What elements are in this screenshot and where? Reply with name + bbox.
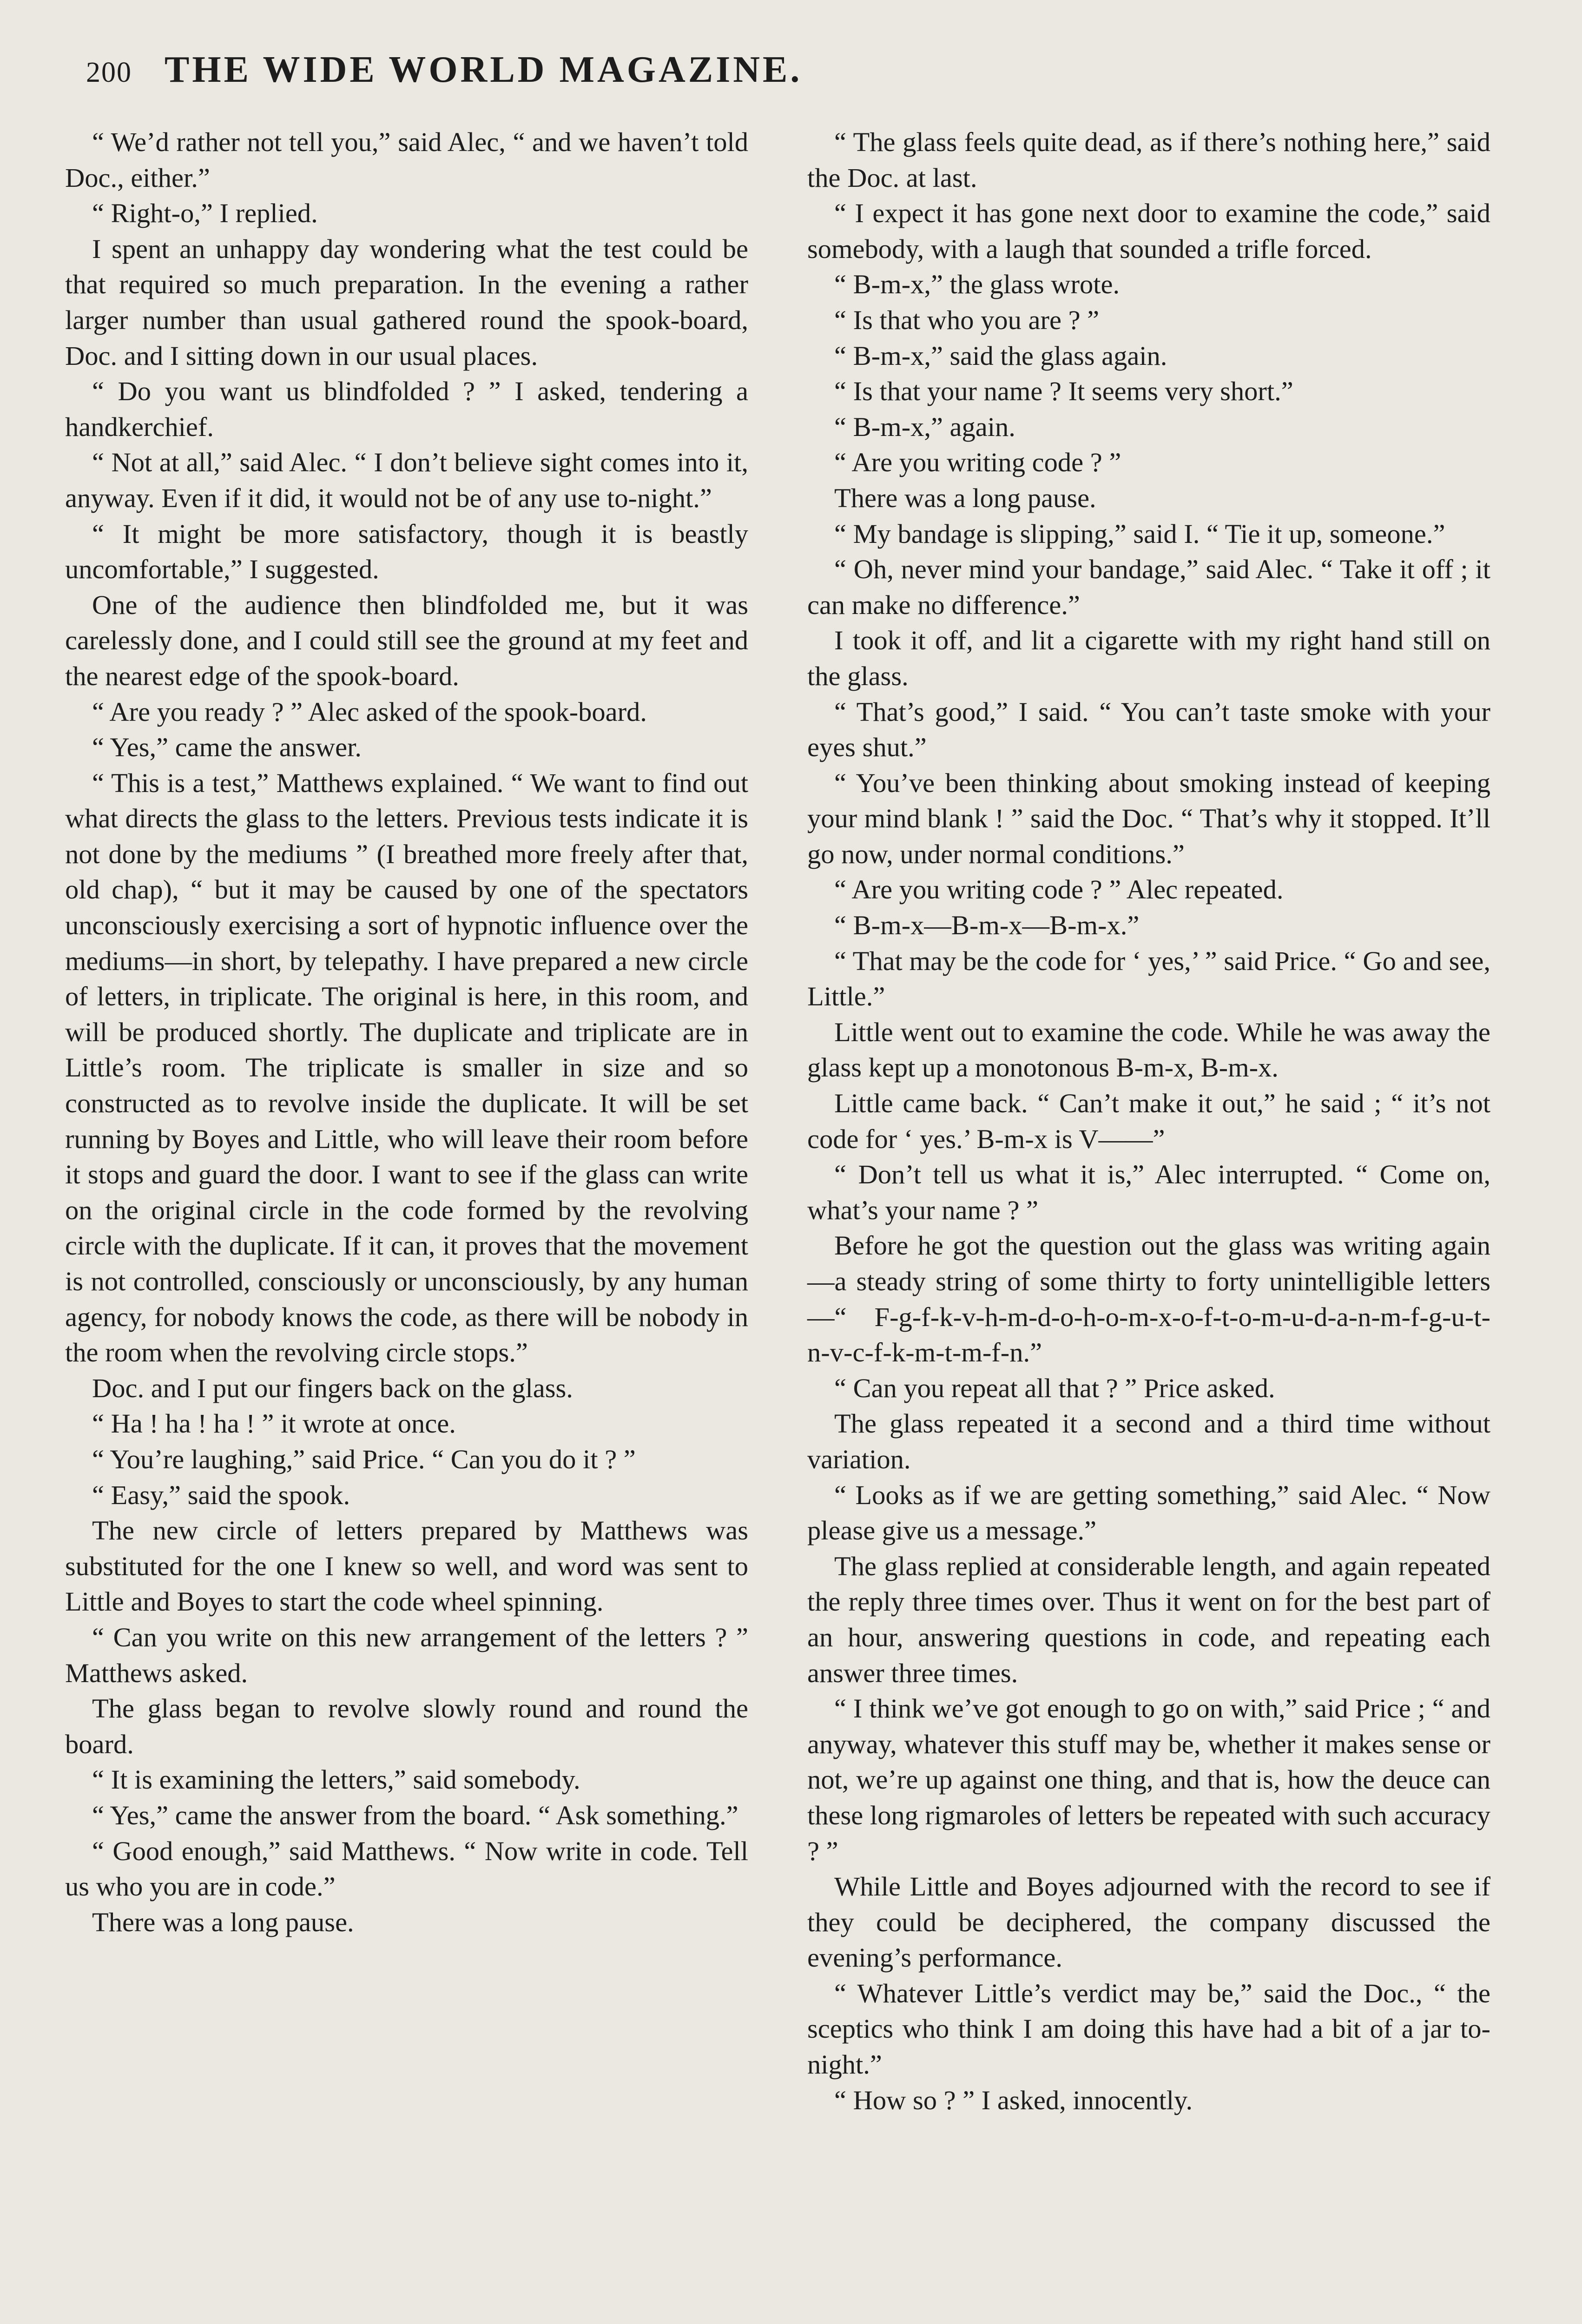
paragraph: Doc. and I put our fingers back on the glass. [92, 1373, 573, 1403]
paragraph: “ Looks as if we are getting something,” said Alec. “ Now please give us a message.” [807, 1479, 1490, 1546]
paragraph: The new circle of letters prepared by Matthews was substituted for the one I knew so well, and word was sent to Little and Boyes to start the code wheel spinning. [65, 1515, 748, 1617]
paragraph: “ This is a test,” Matthews explained. “ We want to find out what directs the glass to the letters. Previous tests indicate it is not done by the mediums ” (I breathed more freely after that, old chap), “ but it may be caused by one of the spectators unconsciously exercising a sort of hypnotic influence over the mediums—in short, by telepathy. I have prepared a new circle of letters, in triplicate. The original is here, in this room, and will be produced shortly. The duplicate and triplicate are in Little’s room. The triplicate is smaller in size and so constructed as to revolve inside the duplicate. It will be set running by Boyes and Little, who will leave their room before it stops and guard the door. I want to see if the glass can write on the original circle in the code formed by the revolving circle with the duplicate. If it can, it proves that the movement is not controlled, consciously or unconsciously, by any human agency, for nobody knows the code, as there will be nobody in the room when the revolving circle stops.” [65, 767, 748, 1368]
paragraph: “ The glass feels quite dead, as if there’s nothing here,” said the Doc. at last. [807, 127, 1490, 193]
paragraph: Little came back. “ Can’t make it out,” he said ; “ it’s not code for ‘ yes.’ B-m-x is V——” [807, 1088, 1490, 1154]
paragraph: “ It is examining the letters,” said somebody. [92, 1764, 580, 1795]
paragraph: One of the audience then blindfolded me, but it was carelessly done, and I could still see the ground at my feet and the nearest edge of the spook-board. [65, 589, 748, 691]
paragraph: The glass replied at considerable length, and again repeated the reply three times over. Thus it went on for the best part of an hour, answering questions in code, and repeating each answer three times. [807, 1551, 1490, 1688]
paragraph: “ B-m-x—B-m-x—B-m-x.” [834, 910, 1140, 941]
paragraph: Little went out to examine the code. While he was away the glass kept up a monotonous B-m-x, B-m-x. [807, 1017, 1490, 1083]
paragraph: “ B-m-x,” said the glass again. [834, 340, 1167, 371]
paragraph: “ Do you want us blindfolded ? ” I asked, tendering a handkerchief. [65, 376, 748, 442]
paragraph: There was a long pause. [92, 1907, 354, 1937]
paragraph: “ You’re laughing,” said Price. “ Can you do it ? ” [92, 1444, 636, 1474]
paragraph: “ That may be the code for ‘ yes,’ ” said Price. “ Go and see, Little.” [807, 945, 1490, 1012]
paragraph: “ We’d rather not tell you,” said Alec, “ and we haven’t told Doc., either.” [65, 127, 748, 193]
paragraph: “ Easy,” said the spook. [92, 1479, 350, 1510]
paragraph: “ Are you ready ? ” Alec asked of the spook-board. [92, 696, 647, 727]
paragraph: “ It might be more satisfactory, though it is beastly uncomfortable,” I suggested. [65, 518, 748, 585]
paragraph: “ B-m-x,” the glass wrote. [834, 269, 1120, 300]
page-header [86, 49, 802, 100]
paragraph: The glass repeated it a second and a third time without variation. [807, 1408, 1490, 1474]
paragraph: “ How so ? ” I asked, innocently. [834, 2085, 1193, 2115]
paragraph: “ I expect it has gone next door to examine the code,” said somebody, with a laugh that sounded a trifle forced. [807, 198, 1490, 264]
paragraph: While Little and Boyes adjourned with the record to see if they could be deciphered, the company discussed the evening’s performance. [807, 1871, 1490, 1973]
paragraph: The glass began to revolve slowly round and round the board. [65, 1693, 748, 1759]
paragraph: I took it off, and lit a cigarette with my right hand still on the glass. [807, 625, 1490, 691]
paragraph: “ Is that your name ? It seems very short.” [834, 376, 1293, 407]
paragraph: “ Is that who you are ? ” [834, 304, 1100, 335]
paragraph: Before he got the question out the glass was writing again—a steady string of some thirty to forty unintelligible letters—“ F-g-f-k-v-h-m-d-o-h-o-m-x-o-f-t-o-m-u-d-a-n-m-f-g-u-t-n-v-c-f-k-m-t-m-f-n.” [807, 1230, 1490, 1368]
paragraph: “ Are you writing code ? ” Alec repeated. [834, 874, 1284, 905]
paragraph: “ Whatever Little’s verdict may be,” said the Doc., “ the sceptics who think I am doing this have had a bit of a jar to-night.” [807, 1978, 1490, 2080]
paragraph: “ B-m-x,” again. [834, 411, 1015, 442]
paragraph: “ Right-o,” I replied. [92, 198, 318, 229]
left-column [65, 125, 748, 1940]
paragraph: “ Are you writing code ? ” [834, 447, 1121, 478]
page-number: 200 [86, 57, 132, 88]
paragraph: “ Yes,” came the answer from the board. “ Ask something.” [92, 1800, 738, 1830]
paragraph: “ Yes,” came the answer. [92, 732, 362, 763]
magazine-title: THE WIDE WORLD MAGAZINE. [165, 49, 803, 90]
paragraph: “ Not at all,” said Alec. “ I don’t believe sight comes into it, anyway. Even if it did, it would not be of any use to-night.” [65, 447, 748, 513]
paragraph: “ Can you write on this new arrangement of the letters ? ” Matthews asked. [65, 1622, 748, 1688]
paragraph: “ That’s good,” I said. “ You can’t taste smoke with your eyes shut.” [807, 696, 1490, 763]
paragraph: “ You’ve been thinking about smoking instead of keeping your mind blank ! ” said the Doc. “ That’s why it stopped. It’ll go now, under normal conditions.” [807, 767, 1490, 869]
right-column [807, 125, 1490, 2118]
paragraph: “ I think we’ve got enough to go on with,” said Price ; “ and anyway, whatever this stuff may be, whether it makes sense or not, we’re up against one thing, and that is, how the deuce can these long rigmaroles of letters be repeated with such accuracy ? ” [807, 1693, 1491, 1866]
paragraph: “ Can you repeat all that ? ” Price asked. [834, 1373, 1275, 1403]
paragraph: “ Oh, never mind your bandage,” said Alec. “ Take it off ; it can make no difference.” [807, 554, 1490, 620]
paragraph: “ Good enough,” said Matthews. “ Now write in code. Tell us who you are in code.” [65, 1835, 748, 1902]
paragraph: “ Ha ! ha ! ha ! ” it wrote at once. [92, 1408, 456, 1439]
paragraph: There was a long pause. [834, 482, 1096, 513]
paragraph: “ My bandage is slipping,” said I. “ Tie it up, someone.” [834, 518, 1445, 549]
paragraph: I spent an unhappy day wondering what the test could be that required so much preparation. In the evening a rather larger number than usual gathered round the spook-board, Doc. and I sitting down in our usual places. [65, 233, 748, 371]
paragraph: “ Don’t tell us what it is,” Alec interrupted. “ Come on, what’s your name ? ” [807, 1159, 1490, 1225]
